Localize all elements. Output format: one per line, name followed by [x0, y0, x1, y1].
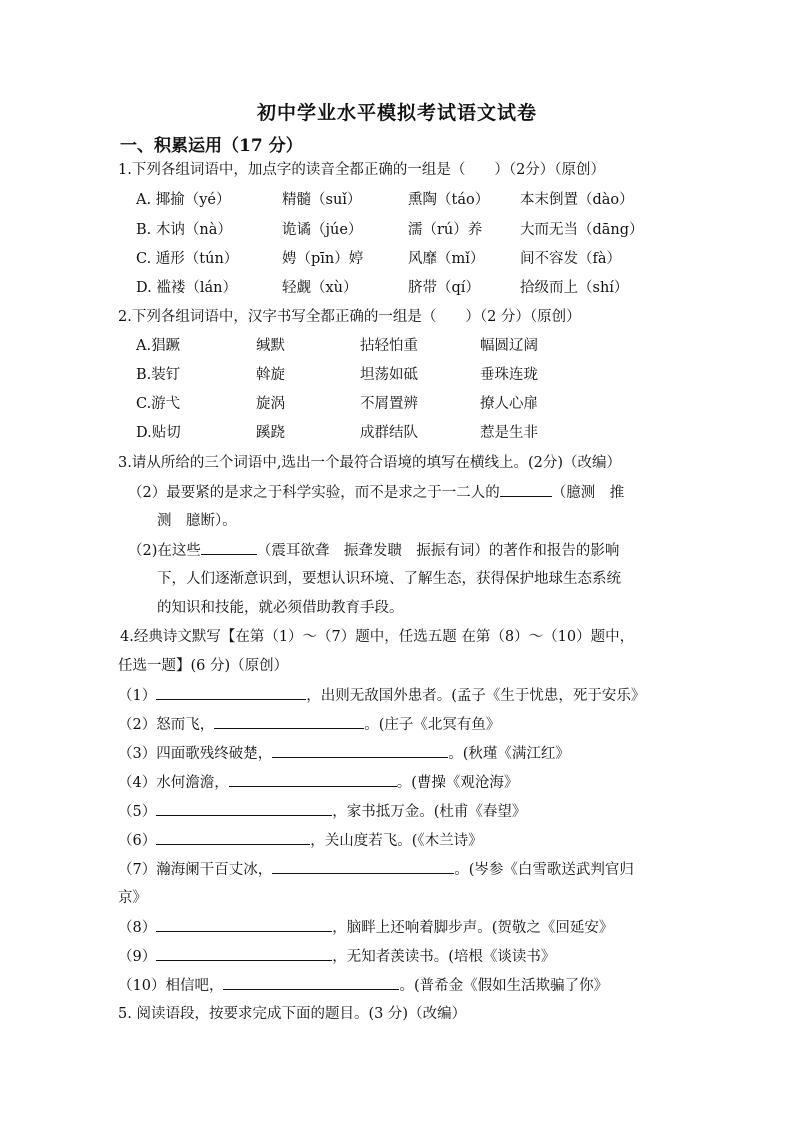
- answer-blank[interactable]: [223, 975, 399, 990]
- answer-blank[interactable]: [156, 830, 310, 845]
- section-heading: 一、积累运用（17 分）: [120, 136, 303, 156]
- recitation-item-8: [118, 917, 613, 938]
- page-title: 初中学业水平模拟考试语文试卷: [256, 102, 537, 124]
- option-b1: B.装钉: [136, 367, 181, 383]
- item-number: （6）: [118, 833, 157, 849]
- option-a1: A. 揶揄（yé）: [136, 192, 231, 208]
- option-d1: D.贴切: [136, 425, 181, 441]
- question-5-stem: 5. 阅读语段，按要求完成下面的题目。(3 分)（改编）: [118, 1006, 467, 1022]
- option-b4: 垂珠连珑: [480, 367, 538, 383]
- option-c4: 撩人心扉: [480, 396, 538, 412]
- option-a4: 幅圆辽阔: [480, 338, 538, 354]
- answer-blank[interactable]: [229, 772, 397, 787]
- item-number: （7）瀚海阑干百丈冰，: [118, 862, 273, 878]
- answer-blank[interactable]: [500, 482, 552, 497]
- item-text: ，出则无敌国外患者。(孟子《生于忧患，死于安乐》: [306, 688, 646, 704]
- option-b2: 斡旋: [256, 367, 285, 383]
- answer-blank[interactable]: [156, 685, 306, 700]
- item-number: （8）: [118, 920, 157, 936]
- recitation-item-6: [118, 830, 483, 851]
- item-number: （5）: [118, 804, 157, 820]
- recitation-item-2: [118, 714, 500, 735]
- item-number: （9）: [118, 949, 157, 965]
- question-3-item-2-cont: 下，人们逐渐意识到，要想认识环境、了解生态，获得保护地球生态系统: [157, 571, 621, 587]
- option-b2: 诡谲（júe）: [282, 222, 363, 238]
- question-4-stem: 4.经典诗文默写【在第（1）～（7）题中，任选五题 在第（8）～（10）题中，: [120, 629, 635, 645]
- option-c2: 娉（pīn）婷: [282, 251, 364, 267]
- item-text: 。(曹操《观沧海》: [396, 775, 519, 791]
- answer-blank[interactable]: [156, 946, 332, 961]
- recitation-item-1: [118, 685, 645, 706]
- item-number: （3）四面歌残终破楚，: [118, 746, 273, 762]
- question-3-stem: 3.请从所给的三个词语中,选出一个最符合语境的填写在横线上。(2分)（改编）: [118, 455, 621, 471]
- option-b3: 坦荡如砥: [360, 367, 418, 383]
- option-c3: 风靡（mǐ）: [408, 251, 485, 267]
- option-d3: 脐带（qí）: [408, 280, 480, 296]
- item-text: ，关山度若飞。(《木兰诗》: [310, 833, 483, 849]
- answer-blank[interactable]: [272, 743, 448, 758]
- recitation-item-4: [118, 772, 518, 793]
- question-4-stem-cont: 任选一题】(6 分)（原创）: [118, 658, 289, 674]
- answer-blank[interactable]: [156, 917, 332, 932]
- item-text: 。(岑参《白雪歌送武判官归: [454, 862, 634, 878]
- item-number: （1）: [118, 688, 157, 704]
- item-text: （2)在这些: [128, 543, 201, 559]
- option-c4: 间不容发（fà）: [520, 251, 622, 267]
- option-a3: 拈轻怕重: [360, 338, 418, 354]
- option-a1: A.猖蹶: [136, 338, 181, 354]
- item-text: 。(庄子《北冥有鱼》: [364, 717, 501, 733]
- option-a4: 本末倒置（dào）: [520, 192, 634, 208]
- item-text: （震耳欲聋 振聋发聩 振振有词）的著作和报告的影响: [256, 543, 620, 559]
- question-2-stem: 2.下列各组词语中，汉字书写全都正确的一组是（ ）（2 分）（原创）: [118, 309, 581, 325]
- item-text: 。(普希金《假如生活欺骗了你》: [399, 978, 609, 994]
- answer-blank[interactable]: [214, 714, 364, 729]
- item-number: （4）水何澹澹，: [118, 775, 229, 791]
- option-a2: 精髓（suǐ）: [282, 192, 362, 208]
- option-b4: 大而无当（dāng）: [520, 222, 644, 238]
- option-d4: 惹是生非: [480, 425, 538, 441]
- question-3-item-1-cont: 测 臆断）。: [157, 513, 237, 529]
- option-d2: 轻觑（xù）: [282, 280, 358, 296]
- option-c1: C. 遁形（tún）: [136, 251, 239, 267]
- recitation-item-9: [118, 946, 555, 967]
- option-d3: 成群结队: [360, 425, 418, 441]
- option-a2: 缄默: [256, 338, 285, 354]
- answer-blank[interactable]: [201, 540, 257, 555]
- item-text: ，家书抵万金。(杜甫《春望》: [332, 804, 527, 820]
- question-3-item-2-cont: 的知识和技能，就必须借助教育手段。: [157, 600, 404, 616]
- question-3-item-2: [128, 540, 619, 561]
- item-text: （臆测 推: [551, 485, 625, 501]
- recitation-item-3: [118, 743, 570, 764]
- item-text: （2）最要紧的是求之于科学实验，而不是求之于一二人的: [128, 485, 500, 501]
- item-text: ，脑畔上还响着脚步声。(贺敬之《回延安》: [332, 920, 614, 936]
- item-number: （10）相信吧，: [118, 978, 224, 994]
- option-c3: 不屑置辨: [360, 396, 418, 412]
- item-text: 。(秋瑾《满江红》: [448, 746, 570, 762]
- recitation-item-10: [118, 975, 608, 996]
- recitation-item-7-cont: 京》: [118, 890, 147, 906]
- option-d2: 蹊跷: [256, 425, 285, 441]
- item-text: ，无知者羡读书。(培根《谈读书》: [332, 949, 556, 965]
- option-a3: 熏陶（táo）: [408, 192, 490, 208]
- item-number: （2）怒而飞，: [118, 717, 215, 733]
- recitation-item-5: [118, 801, 526, 822]
- option-d4: 拾级而上（shí）: [520, 280, 629, 296]
- question-3-item-1: [128, 482, 624, 503]
- recitation-item-7: [118, 859, 634, 880]
- option-d1: D. 褴褛（lán）: [136, 280, 237, 296]
- answer-blank[interactable]: [156, 801, 332, 816]
- option-c1: C.游弋: [136, 396, 181, 412]
- option-b1: B. 木讷（nà）: [136, 222, 232, 238]
- question-1-stem: 1.下列各组词语中，加点字的读音全都正确的一组是（ ）（2分）（原创）: [118, 162, 606, 178]
- option-c2: 旋涡: [256, 396, 285, 412]
- option-b3: 濡（rú）养: [408, 222, 483, 238]
- answer-blank[interactable]: [272, 859, 454, 874]
